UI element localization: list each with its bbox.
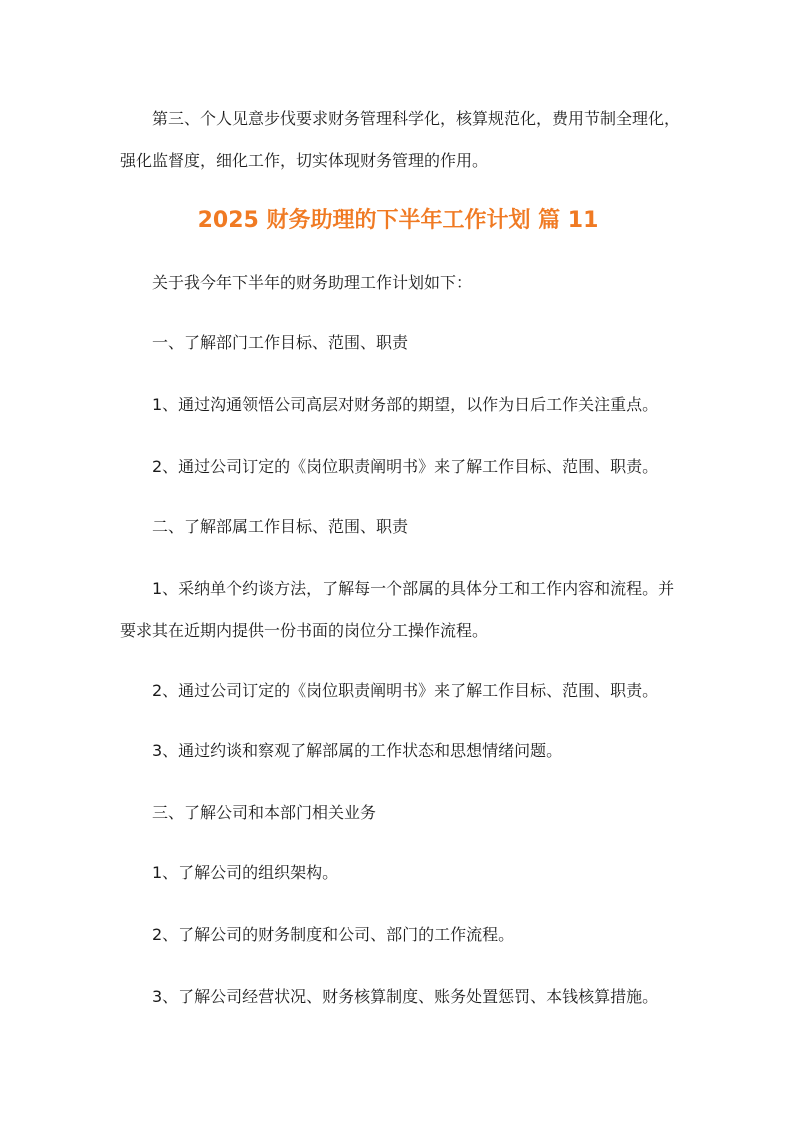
intro-paragraph: 第三、个人见意步伐要求财务管理科学化，核算规范化，费用节制全理化，强化监督度，细化工作，切实体现财务管理的作用。: [120, 109, 681, 170]
paragraph-8: 三、了解公司和本部门相关业务: [152, 803, 377, 822]
paragraph-6: 2、通过公司订定的《岗位职责阐明书》来了解工作目标、范围、职责。: [152, 681, 659, 700]
paragraph-10: 2、了解公司的财务制度和公司、部门的工作流程。: [152, 925, 515, 944]
paragraph-11: 3、了解公司经营状况、财务核算制度、账务处置惩罚、本钱核算措施。: [152, 987, 659, 1006]
paragraph-9: 1、了解公司的组织架构。: [152, 863, 339, 882]
section-title: 2025 财务助理的下半年工作计划 篇 11: [197, 208, 599, 233]
paragraph-1: 一、了解部门工作目标、范围、职责: [152, 333, 409, 352]
paragraph-5: 1、采纳单个约谈方法，了解每一个部属的具体分工和工作内容和流程。并要求其在近期内提供一份书面的岗位分工操作流程。: [120, 579, 675, 640]
paragraph-3: 2、通过公司订定的《岗位职责阐明书》来了解工作目标、范围、职责。: [152, 457, 659, 476]
paragraph-2: 1、通过沟通领悟公司高层对财务部的期望，以作为日后工作关注重点。: [152, 395, 659, 414]
paragraph-7: 3、通过约谈和察观了解部属的工作状态和思想情绪问题。: [152, 741, 563, 760]
paragraph-4: 二、了解部属工作目标、范围、职责: [152, 517, 409, 536]
paragraph-0: 关于我今年下半年的财务助理工作计划如下：: [152, 273, 473, 292]
